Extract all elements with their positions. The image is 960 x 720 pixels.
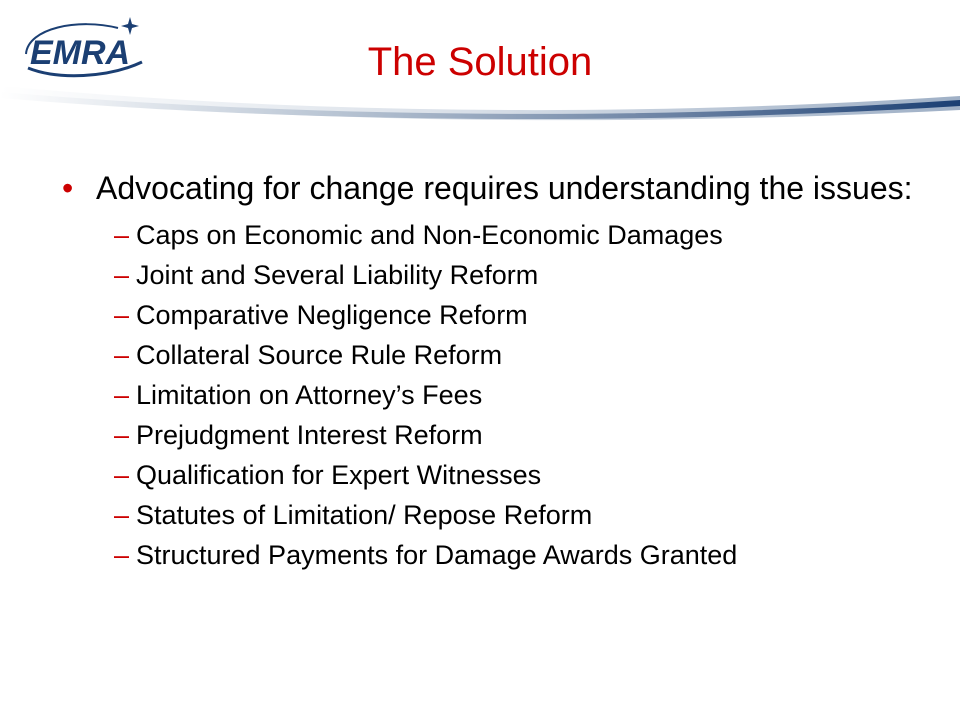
dash-icon: – — [114, 420, 130, 450]
main-bullet-text: Advocating for change requires understanding the issues: — [96, 170, 913, 206]
slide-content — [62, 170, 922, 580]
dash-icon: – — [114, 540, 130, 570]
sub-bullet-text: Joint and Several Liability Reform — [136, 260, 539, 290]
dash-icon: – — [114, 460, 130, 490]
sub-bullet-text: Statutes of Limitation/ Repose Reform — [136, 500, 593, 530]
dash-icon: – — [114, 260, 130, 290]
emra-logo-text: EMRA — [30, 34, 131, 72]
sub-bullet — [114, 220, 922, 251]
dash-icon: – — [114, 380, 130, 410]
sub-bullet-text: Limitation on Attorney’s Fees — [136, 380, 483, 410]
main-bullet — [62, 170, 922, 206]
dash-icon: – — [114, 300, 130, 330]
dash-icon: – — [114, 220, 130, 250]
dash-icon: – — [114, 340, 130, 370]
sub-bullet — [114, 500, 922, 531]
sub-bullet — [114, 460, 922, 491]
sub-bullet-text: Qualification for Expert Witnesses — [136, 460, 542, 490]
sub-bullet — [114, 260, 922, 291]
sub-bullet — [114, 300, 922, 331]
bullet-dot-icon: • — [62, 170, 74, 206]
sub-bullet — [114, 540, 922, 571]
sub-bullet-text: Structured Payments for Damage Awards Granted — [136, 540, 738, 570]
dash-icon: – — [114, 500, 130, 530]
sub-bullet-text: Comparative Negligence Reform — [136, 300, 528, 330]
sub-bullet-text: Collateral Source Rule Reform — [136, 340, 503, 370]
sub-bullet — [114, 380, 922, 411]
sub-bullet-list — [62, 220, 922, 571]
sub-bullet — [114, 420, 922, 451]
sub-bullet-text: Prejudgment Interest Reform — [136, 420, 483, 450]
sub-bullet-text: Caps on Economic and Non-Economic Damages — [136, 220, 723, 250]
slide-title: The Solution — [367, 40, 593, 84]
sub-bullet — [114, 340, 922, 371]
